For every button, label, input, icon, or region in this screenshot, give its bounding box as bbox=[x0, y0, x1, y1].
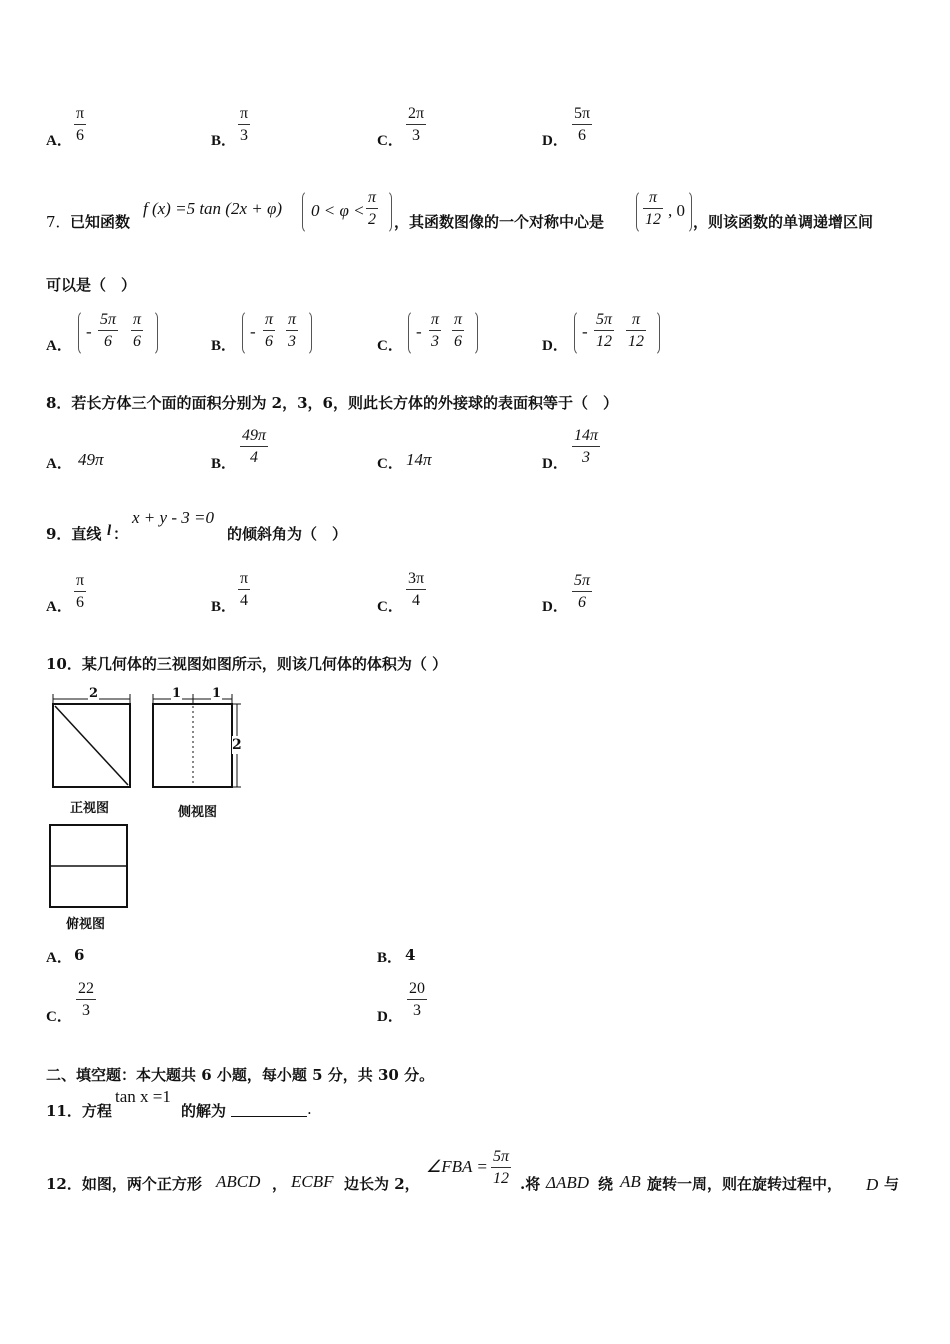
q7-prefix: 已知函数 bbox=[70, 213, 131, 231]
section-2-heading: 二、填空题：本大题共 6 小题，每小题 5 分，共 30 分。 bbox=[46, 1066, 435, 1084]
q7-center-fraction: $\frac{\pi}{12}$ bbox=[645, 189, 661, 228]
q9-colon: ： bbox=[113, 525, 129, 543]
q6-option-c-value: $\frac{2\pi}{3}$ bbox=[408, 105, 425, 144]
q12-prefix: 12．如图，两个正方形 bbox=[46, 1175, 202, 1193]
q8-option-d-value: $\frac{14\pi}{3}$ bbox=[574, 427, 599, 466]
q6-option-a-value: $\frac{\pi}{6}$ bbox=[76, 105, 85, 144]
q7-option-c-minus: - bbox=[416, 322, 422, 341]
q8-option-b-label: B． bbox=[211, 456, 237, 472]
q10-option-a-label: A． bbox=[46, 950, 72, 966]
front-view-label: 正视图 bbox=[70, 801, 110, 816]
q12-text-1: .将 bbox=[520, 1175, 541, 1193]
q11-tail: . bbox=[307, 1100, 312, 1118]
q12-square-2: ECBF bbox=[291, 1172, 334, 1191]
side-view-label: 侧视图 bbox=[178, 805, 218, 820]
q7-option-a-frac2: $\frac{\pi}{6}$ bbox=[133, 311, 142, 350]
side-view bbox=[153, 694, 241, 787]
q7-condition: 0 < φ < bbox=[311, 201, 365, 220]
q10-option-d-value: $\frac{20}{3}$ bbox=[409, 980, 425, 1019]
q9-option-a-label: A． bbox=[46, 599, 72, 615]
q9-option-d-label: D． bbox=[542, 599, 568, 615]
q7-option-a-label: A． bbox=[46, 338, 72, 354]
q7-option-c-frac2: $\frac{\pi}{6}$ bbox=[454, 311, 463, 350]
q11-prefix: 11．方程 bbox=[46, 1102, 112, 1120]
front-view bbox=[53, 694, 130, 787]
q10-option-c-label: C． bbox=[46, 1009, 72, 1025]
q12-triangle: ΔABD bbox=[546, 1173, 590, 1192]
q9-option-d-value: $\frac{5\pi}{6}$ bbox=[574, 572, 591, 611]
q7-option-b-frac1: $\frac{\pi}{6}$ bbox=[265, 311, 274, 350]
q12-text-4: 与 bbox=[884, 1175, 900, 1193]
q11-suffix: 的解为 bbox=[181, 1102, 227, 1120]
side-view-dimension-b: 1 bbox=[212, 686, 222, 701]
q9-number: 9．直线 bbox=[46, 525, 102, 543]
q8-text: 8．若长方体三个面的面积分别为 2，3，6，则此长方体的外接球的表面积等于（ ） bbox=[46, 394, 618, 412]
q6-option-b-value: $\frac{\pi}{3}$ bbox=[240, 105, 249, 144]
q7-option-d-minus: - bbox=[582, 322, 588, 341]
q10-text: 10．某几何体的三视图如图所示，则该几何体的体积为（ ） bbox=[46, 655, 448, 673]
q7-option-d-frac2: $\frac{\pi}{12}$ bbox=[628, 311, 644, 350]
q9-equation: x + y - 3 =0 bbox=[132, 508, 214, 527]
q7-option-c-label: C． bbox=[377, 338, 403, 354]
q8-option-c-value: 14π bbox=[406, 450, 432, 469]
q9-suffix: 的倾斜角为（ ） bbox=[227, 525, 348, 543]
q7-option-d-label: D． bbox=[542, 338, 568, 354]
q7-option-b-label: B． bbox=[211, 338, 237, 354]
q7-middle: ，其函数图像的一个对称中心是 bbox=[394, 213, 605, 231]
q12-point-d: D bbox=[866, 1175, 879, 1194]
front-view-dimension: 2 bbox=[89, 686, 99, 701]
q7-option-a-minus: - bbox=[86, 322, 92, 341]
side-view-height: 2 bbox=[232, 737, 242, 753]
q8-option-c-label: C． bbox=[377, 456, 403, 472]
q6-option-b-label: B． bbox=[211, 133, 237, 149]
q9-option-b-label: B． bbox=[211, 599, 237, 615]
q9-line-l: l bbox=[107, 523, 112, 539]
q8-option-a-value: 49π bbox=[78, 450, 104, 469]
q12-mid: 边长为 2， bbox=[344, 1175, 420, 1193]
q9-option-c-label: C． bbox=[377, 599, 403, 615]
q8-option-a-label: A． bbox=[46, 456, 72, 472]
q12-square-1: ABCD bbox=[216, 1172, 261, 1191]
q12-axis-ab: AB bbox=[620, 1172, 641, 1191]
q6-option-a-label: A． bbox=[46, 133, 72, 149]
q7-condition-fraction: $\frac{\pi}{2}$ bbox=[368, 189, 377, 228]
q12-text-2: 绕 bbox=[598, 1175, 614, 1193]
q7-option-b-frac2: $\frac{\pi}{3}$ bbox=[288, 311, 297, 350]
q6-option-d-label: D． bbox=[542, 133, 568, 149]
q7-center-tail: , 0 bbox=[668, 201, 685, 220]
q7-line2: 可以是（ ） bbox=[46, 276, 137, 294]
q12-text-3: 旋转一周，则在旋转过程中， bbox=[647, 1175, 843, 1193]
q7-function: f (x) =5 tan (2x + φ) bbox=[143, 199, 283, 218]
q6-option-d-value: $\frac{5\pi}{6}$ bbox=[574, 105, 591, 144]
q11-equation: tan x =1 bbox=[115, 1087, 171, 1106]
q9-option-c-value: $\frac{3\pi}{4}$ bbox=[408, 570, 425, 609]
q10-option-d-label: D． bbox=[377, 1009, 403, 1025]
q7-option-b-minus: - bbox=[250, 322, 256, 341]
q7-option-c-frac1: $\frac{\pi}{3}$ bbox=[431, 311, 440, 350]
q7-number: 7． bbox=[46, 213, 71, 231]
q11-answer-blank[interactable] bbox=[231, 1116, 307, 1117]
q9-option-b-value: $\frac{\pi}{4}$ bbox=[240, 570, 249, 609]
top-view bbox=[50, 825, 127, 907]
q6-option-c-label: C． bbox=[377, 133, 403, 149]
q9-option-a-value: $\frac{\pi}{6}$ bbox=[76, 572, 85, 611]
q7-option-a-frac1: $\frac{5\pi}{6}$ bbox=[100, 311, 117, 350]
side-view-dimension-a: 1 bbox=[172, 686, 182, 701]
q10-option-c-value: $\frac{22}{3}$ bbox=[78, 980, 94, 1019]
q12-angle-fraction: $\frac{5\pi}{12}$ bbox=[493, 1148, 510, 1187]
q8-option-b-value: $\frac{49\pi}{4}$ bbox=[242, 427, 267, 466]
q7-suffix: ，则该函数的单调递增区间 bbox=[693, 213, 874, 231]
q10-option-a-value: 6 bbox=[74, 946, 85, 964]
q10-option-b-label: B． bbox=[377, 950, 403, 966]
top-view-label: 俯视图 bbox=[66, 917, 106, 932]
q8-option-d-label: D． bbox=[542, 456, 568, 472]
q7-option-d-frac1: $\frac{5\pi}{12}$ bbox=[596, 311, 613, 350]
q10-option-b-value: 4 bbox=[405, 946, 416, 964]
q12-angle: ∠FBA = bbox=[426, 1157, 488, 1176]
q12-comma: ， bbox=[272, 1175, 288, 1193]
